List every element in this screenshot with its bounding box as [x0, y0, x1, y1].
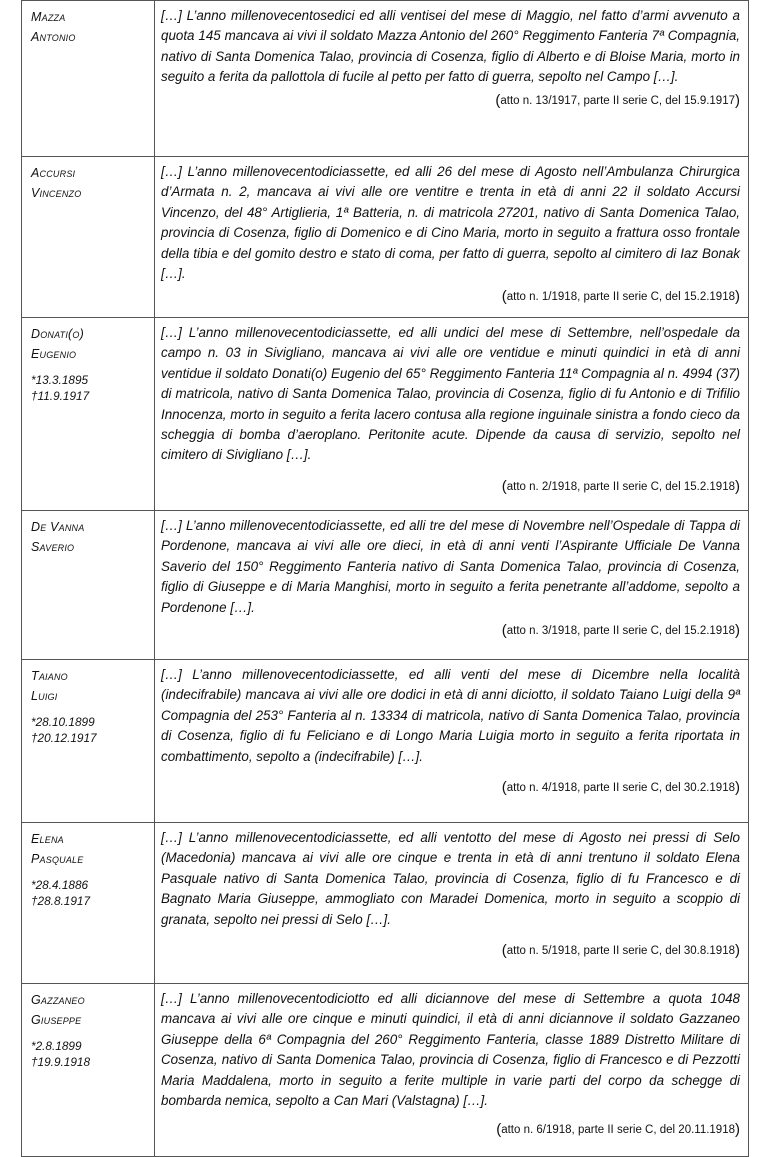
record-reference: (atto n. 5/1918, parte II serie C, del 30.8.1918): [501, 942, 740, 960]
record-text-cell: [155, 660, 749, 823]
record-text-cell: [155, 318, 749, 511]
name-cell: [22, 823, 155, 984]
name-cell: [22, 984, 155, 1157]
name-line-2: Giuseppe: [31, 1013, 82, 1027]
life-dates: [31, 1038, 148, 1070]
life-dates: [31, 714, 148, 746]
record-text-cell: [155, 1, 749, 157]
name-line-2: Saverio: [31, 540, 75, 554]
record-reference: (atto n. 6/1918, parte II serie C, del 20.11.1918): [496, 1121, 740, 1139]
table-row: [22, 318, 749, 511]
table-row: [22, 823, 749, 984]
name-cell: [22, 318, 155, 511]
record-text: […] L’anno millenovecentodiciotto ed alli diciannove del mese di Settembre a quota 1048 mancava ai vivi alle ore cinque e minuti quindici, il età di anni diciannove il soldato Gazzaneo Giuseppe della 6ª Compagnia del 260° Reggimento Fanteria, classe 1889 Distretto Militare di Cosenza, nativo di Santa Domenica Talao, provincia di Cosenza, figlio di Francesco e di Pezzotti Maria Maddalena, morto in seguito a ferite multiple in varie parti del corpo da schegge di bombarda nemica, sepolto a Can Mari (Valstagna) […].: [161, 991, 740, 1109]
name-cell: [22, 1, 155, 157]
record-text: […] L’anno millenovecentodiciassette, ed alli undici del mese di Settembre, nell’ospedale da campo n. 03 in Sivigliano, mancava ai vivi alle ore ventidue e minuti quindici in età di anni ventidue il soldato Donati(o) Eugenio del 65° Reggimento Fanteria 11ª Compagnia al n. 4994 (37) di matricola, nativo di Santa Domenica Talao, provincia di Cosenza, figlio di fu Antonio e di Trifilio Innocenza, morto in seguito a ferita lacero contusa alla regione inguinale sinistra a fondo cieco da scheggia di bomba d’aeroplano. Peritonite acute. Dipende da causa di servizio, sepolto nel cimitero di Sivigliano […].: [161, 325, 740, 463]
life-dates: [31, 877, 148, 909]
record-reference: (atto n. 13/1917, parte II serie C, del 15.9.1917): [495, 91, 740, 109]
birth-date: *2.8.1899: [31, 1039, 82, 1053]
record-reference: (atto n. 1/1918, parte II serie C, del 15.2.1918): [501, 288, 740, 306]
name-line-1: Donati(o): [31, 327, 84, 341]
name-line-2: Luigi: [31, 689, 58, 703]
death-date: †11.9.1917: [31, 389, 90, 403]
table-row: [22, 511, 749, 660]
document-page: [21, 0, 749, 1139]
table-row: [22, 660, 749, 823]
record-text: […] L’anno millenovecentosedici ed alli ventisei del mese di Maggio, nel fatto d’armi avvenuto a quota 145 mancava ai vivi il soldato Mazza Antonio del 260° Reggimento Fanteria 7ª Compagnia, nativo di Santa Domenica Talao, provincia di Cosenza, figlio di Alberto e di Bloise Maria, morto in seguito a ferita da pallottola di fucile al petto per fatto di guerra, sepolto nel Campo […].: [161, 8, 740, 85]
name-cell: [22, 157, 155, 318]
name-cell: [22, 660, 155, 823]
record-reference: (atto n. 4/1918, parte II serie C, del 30.2.1918): [501, 779, 740, 797]
record-reference: (atto n. 2/1918, parte II serie C, del 15.2.1918): [501, 477, 740, 495]
record-text-cell: [155, 511, 749, 660]
record-reference: (atto n. 3/1918, parte II serie C, del 15.2.1918): [501, 622, 740, 640]
death-date: †20.12.1917: [31, 731, 97, 745]
birth-date: *13.3.1895: [31, 373, 89, 387]
record-text-cell: [155, 984, 749, 1157]
birth-date: *28.4.1886: [31, 878, 89, 892]
name-line-1: Gazzaneo: [31, 993, 85, 1007]
record-text: […] L’anno millenovecentodiciassette, ed alli tre del mese di Novembre nell’Ospedale di Tappa di Pordenone, mancava ai vivi alle ore dieci, in età di anni venti l’Aspirante Ufficiale De Vanna Saverio del 150° Reggimento Fanteria nativo di Santa Domenica Talao, provincia di Cosenza, figlio di Giuseppe e di Maria Manghisi, morto in seguito a ferita penetrante all’addome, sepolto a Pordenone […].: [161, 518, 740, 615]
table-row: [22, 157, 749, 318]
name-line-1: De Vanna: [31, 520, 85, 534]
table-row: [22, 984, 749, 1157]
life-dates: [31, 372, 148, 404]
birth-date: *28.10.1899: [31, 715, 95, 729]
name-line-2: Vincenzo: [31, 186, 82, 200]
death-date: †19.9.1918: [31, 1055, 91, 1069]
name-line-1: Taiano: [31, 669, 68, 683]
name-line-1: Elena: [31, 832, 64, 846]
name-cell: [22, 511, 155, 660]
death-date: †28.8.1917: [31, 894, 91, 908]
name-line-1: Mazza: [31, 10, 66, 24]
name-line-2: Pasquale: [31, 852, 84, 866]
record-text: […] L’anno millenovecentodiciassette, ed alli ventotto del mese di Agosto nei pressi di Selo (Macedonia) mancava ai vivi alle ore cinque e trenta in età di anni trentuno il soldato Elena Pasquale nativo di Santa Domenica Talao, provincia di Cosenza, figlio di fu Francesco e di Bagnato Maria Giuseppe, ammogliato con Maradei Domenica, morto in seguito a scoppio di granata, sepolto nei pressi di Selo […].: [161, 830, 740, 927]
record-text-cell: [155, 157, 749, 318]
record-text: […] L’anno millenovecentodiciassette, ed alli 26 del mese di Agosto nell’Ambulanza Chirurgica d’Armata n. 2, mancava ai vivi alle ore ventitre e trenta in età di anni 22 il soldato Accursi Vincenzo, del 48° Artiglieria, 1ª Batteria, n. di matricola 27201, nativo di Santa Domenica Talao, provincia di Cosenza, figlio di Domenico e di Cino Maria, morto in seguito a frattura osso frontale della tibia e del gomito destro e stato di coma, per fatto di guerra, sepolto al cimitero di Iaz Bonak […].: [161, 164, 740, 282]
death-records-table: [21, 0, 749, 1157]
name-line-2: Antonio: [31, 30, 76, 44]
table-row: [22, 1, 749, 157]
name-line-2: Eugenio: [31, 347, 77, 361]
name-line-1: Accursi: [31, 166, 76, 180]
record-text-cell: [155, 823, 749, 984]
record-text: […] L’anno millenovecentodiciassette, ed alli venti del mese di Dicembre nella località (indecifrabile) mancava ai vivi alle ore dodici in età di anni diciotto, il soldato Taiano Luigi della 9ª Compagnia del 253° Fanteria al n. 13334 di matricola, nativo di Santa Domenica Talao, provincia di Cosenza, figlio di fu Feliciano e di Longo Maria Luigia morto in seguito a ferita riportata in combattimento, sepolto a (indecifrabile) […].: [161, 667, 740, 764]
